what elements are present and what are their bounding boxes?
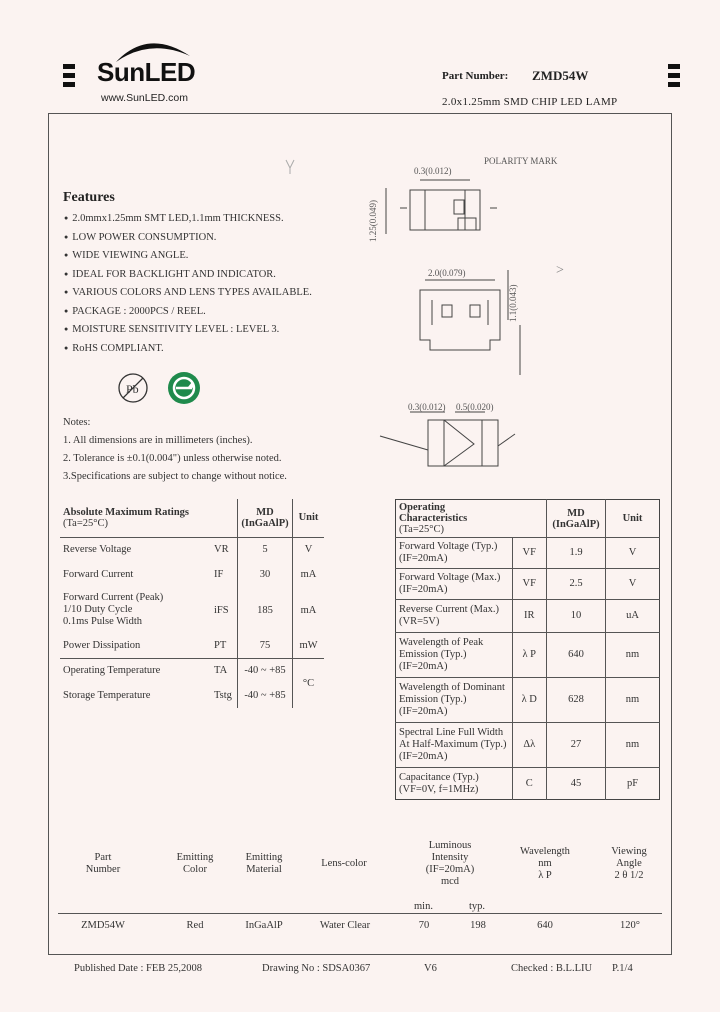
hdr-material: Emitting	[245, 852, 283, 863]
rohs-icon	[166, 370, 202, 406]
features-list	[64, 213, 312, 361]
unit: V	[304, 544, 313, 556]
table-row	[396, 633, 660, 678]
param: Spectral Line Full Width	[399, 727, 504, 738]
hdr-color: Color	[183, 864, 207, 875]
param: At Half-Maximum (Typ.)	[399, 739, 507, 750]
hdr-angle: 2 θ 1/2	[614, 870, 644, 881]
sym: VR	[211, 537, 238, 562]
footer-published: Published Date : FEB 25,2008	[74, 963, 203, 974]
feature-item: ● IDEAL FOR BACKLIGHT AND INDICATOR.	[64, 269, 312, 288]
part-number-label: Part Number:	[442, 70, 509, 82]
feature-item: ● PACKAGE : 2000PCS / REEL.	[64, 306, 312, 325]
param: (VF=0V, f=1MHz)	[399, 783, 479, 795]
hdr-typ: typ.	[469, 901, 486, 912]
param: Wavelength of Peak	[399, 637, 484, 648]
table-row	[60, 537, 324, 562]
website-link[interactable]: www.SunLED.com	[101, 92, 188, 104]
table-row	[60, 658, 324, 683]
val: 628	[547, 678, 606, 723]
val: 30	[238, 562, 293, 587]
val: 27	[547, 723, 606, 768]
val: 185	[238, 587, 293, 633]
table-row	[396, 768, 660, 800]
abs-max-material: (InGaAlP)	[241, 517, 289, 529]
op-char-title: Operating Characteristics	[399, 502, 468, 524]
footer-page: P.1/4	[612, 963, 633, 974]
note-item: 2. Tolerance is ±0.1(0.004") unless otherwise noted.	[63, 453, 282, 464]
pb-label: Pb	[126, 382, 139, 396]
abs-max-title: Absolute Maximum Ratings	[63, 506, 190, 518]
dim-label: 1.1(0.043)	[508, 284, 518, 322]
hdr-luminous: Luminous	[428, 840, 472, 851]
param: (IF=20mA)	[399, 751, 448, 762]
hdr-wavelength: Wavelength	[520, 846, 570, 857]
val: 75	[238, 633, 293, 658]
sym: λ P	[522, 649, 537, 660]
feature-item: ● LOW POWER CONSUMPTION.	[64, 232, 312, 251]
param: Forward Voltage (Typ.)	[399, 541, 498, 552]
sym: VF	[522, 578, 536, 589]
sym: Δλ	[523, 739, 536, 750]
brand-name: SunLED	[97, 57, 196, 87]
val: -40 ~ +85	[238, 683, 293, 708]
sym: TA	[211, 658, 238, 683]
row-color: Red	[186, 920, 204, 931]
abs-max-unit: Unit	[298, 512, 319, 524]
selection-divider	[58, 913, 662, 914]
table-row	[60, 683, 324, 708]
header-bar-right	[668, 73, 680, 78]
row-wavelength: 640	[537, 920, 553, 931]
unit: pF	[626, 777, 639, 789]
sym: IF	[211, 562, 238, 587]
dim-label: 0.5(0.020)	[456, 402, 494, 412]
selection-guide	[48, 838, 672, 938]
param: Storage Temperature	[63, 690, 151, 701]
header-bar-right	[668, 64, 680, 69]
unit: V	[628, 547, 637, 558]
notes-title: Notes:	[63, 417, 91, 428]
hdr-luminous: (IF=20mA)	[425, 864, 475, 875]
package-dimension-drawing	[280, 150, 660, 480]
dim-label: 1.25(0.049)	[368, 200, 378, 242]
param: (VR=5V)	[399, 616, 440, 627]
param: Forward Current (Peak)	[63, 592, 164, 603]
val: 2.5	[547, 569, 606, 600]
param: Operating Temperature	[63, 665, 161, 677]
header-bar-left	[63, 73, 75, 78]
param: Capacitance (Typ.)	[399, 771, 479, 783]
unit: mW	[299, 639, 318, 651]
table-row	[396, 723, 660, 768]
hdr-material: Material	[246, 864, 282, 875]
param: Power Dissipation	[63, 639, 141, 651]
footer-line	[48, 954, 672, 955]
op-char-material: (InGaAlP)	[552, 518, 600, 530]
param: Emission (Typ.)	[399, 649, 467, 660]
dim-label: 0.3(0.012)	[414, 166, 452, 176]
sym: iFS	[211, 587, 238, 633]
header-bar-right	[668, 82, 680, 87]
note-item: 3.Specifications are subject to change without notice.	[63, 471, 287, 482]
svg-text:>: >	[556, 263, 564, 278]
pb-free-icon	[116, 371, 150, 405]
hdr-wavelength: nm	[538, 858, 552, 869]
param: (IF=20mA)	[399, 706, 448, 717]
param: Forward Current	[63, 569, 134, 580]
param: Wavelength of Dominant	[399, 682, 505, 693]
unit: mA	[300, 569, 317, 580]
abs-max-md: MD	[256, 506, 274, 518]
param: 0.1ms Pulse Width	[63, 616, 143, 627]
unit: uA	[626, 610, 639, 621]
unit: nm	[625, 649, 640, 660]
row-lens: Water Clear	[319, 920, 371, 931]
dim-label: POLARITY MARK	[484, 156, 558, 166]
param: 1/10 Duty Cycle	[63, 604, 133, 615]
op-char-md: MD	[567, 507, 585, 519]
hdr-luminous: mcd	[440, 876, 460, 887]
header-bar-left	[63, 82, 75, 87]
features-title: Features	[63, 190, 115, 205]
val: 10	[547, 600, 606, 633]
footer-checked: Checked : B.L.LIU	[511, 963, 593, 974]
hdr-part: Part	[94, 852, 112, 863]
unit: V	[628, 578, 637, 589]
val: 640	[547, 633, 606, 678]
table-row	[396, 678, 660, 723]
val: 1.9	[547, 538, 606, 569]
op-char-cond: (Ta=25°C)	[399, 524, 444, 535]
hdr-lens: Lens-color	[321, 858, 367, 869]
param: Emission (Typ.)	[399, 694, 467, 705]
sym: Tstg	[211, 683, 238, 708]
sym: C	[525, 777, 533, 789]
dim-label: 0.3(0.012)	[408, 402, 446, 412]
hdr-luminous: Intensity	[431, 852, 469, 863]
feature-item: ● RoHS COMPLIANT.	[64, 343, 312, 362]
abs-max-cond: (Ta=25°C)	[63, 517, 108, 529]
param: Reverse Current (Max.)	[399, 604, 500, 615]
unit: nm	[625, 694, 640, 705]
subtitle: 2.0x1.25mm SMD CHIP LED LAMP	[442, 96, 618, 108]
table-row	[396, 600, 660, 633]
row-min: 70	[418, 920, 430, 931]
param: Forward Voltage (Max.)	[399, 572, 501, 583]
abs-max-table	[60, 499, 324, 708]
row-part: ZMD54W	[81, 920, 125, 931]
table-row	[60, 587, 324, 633]
hdr-color: Emitting	[176, 852, 214, 863]
unit: °C	[302, 677, 315, 689]
sym: VF	[522, 547, 536, 558]
param: (IF=20mA)	[399, 584, 448, 595]
feature-item: ● VARIOUS COLORS AND LENS TYPES AVAILABLE.	[64, 287, 312, 306]
feature-item: ● WIDE VIEWING ANGLE.	[64, 250, 312, 269]
sym: IR	[524, 610, 535, 621]
table-row	[60, 562, 324, 587]
val: 45	[547, 768, 606, 800]
feature-item: ● 2.0mmx1.25mm SMT LED,1.1mm THICKNESS.	[64, 213, 312, 232]
note-item: 1. All dimensions are in millimeters (inches).	[63, 435, 253, 446]
unit: nm	[625, 739, 640, 750]
table-row	[396, 569, 660, 600]
row-material: InGaAlP	[245, 920, 283, 931]
part-number: ZMD54W	[532, 68, 589, 83]
hdr-angle: Viewing	[611, 846, 647, 857]
hdr-wavelength: λ P	[538, 870, 552, 881]
param: (IF=20mA)	[399, 661, 448, 672]
row-angle: 120°	[620, 920, 640, 931]
hdr-part: Number	[85, 864, 121, 875]
val: -40 ~ +85	[238, 658, 293, 683]
val: 5	[238, 537, 293, 562]
op-char-unit: Unit	[622, 513, 643, 524]
hdr-angle: Angle	[616, 858, 642, 869]
table-row	[396, 538, 660, 569]
sym: λ D	[521, 694, 537, 705]
footer-version: V6	[424, 963, 437, 974]
param: (IF=20mA)	[399, 553, 448, 564]
footer-drawing: Drawing No : SDSA0367	[262, 963, 371, 974]
table-row	[60, 633, 324, 658]
unit: mA	[300, 604, 317, 616]
sym: PT	[211, 633, 238, 658]
hdr-min: min.	[414, 901, 433, 912]
row-typ: 198	[470, 920, 486, 931]
dim-label: 2.0(0.079)	[428, 268, 466, 278]
header-bar-left	[63, 64, 75, 69]
op-char-table	[395, 499, 660, 800]
param: Reverse Voltage	[63, 544, 132, 556]
feature-item: ● MOISTURE SENSITIVITY LEVEL : LEVEL 3.	[64, 324, 312, 343]
